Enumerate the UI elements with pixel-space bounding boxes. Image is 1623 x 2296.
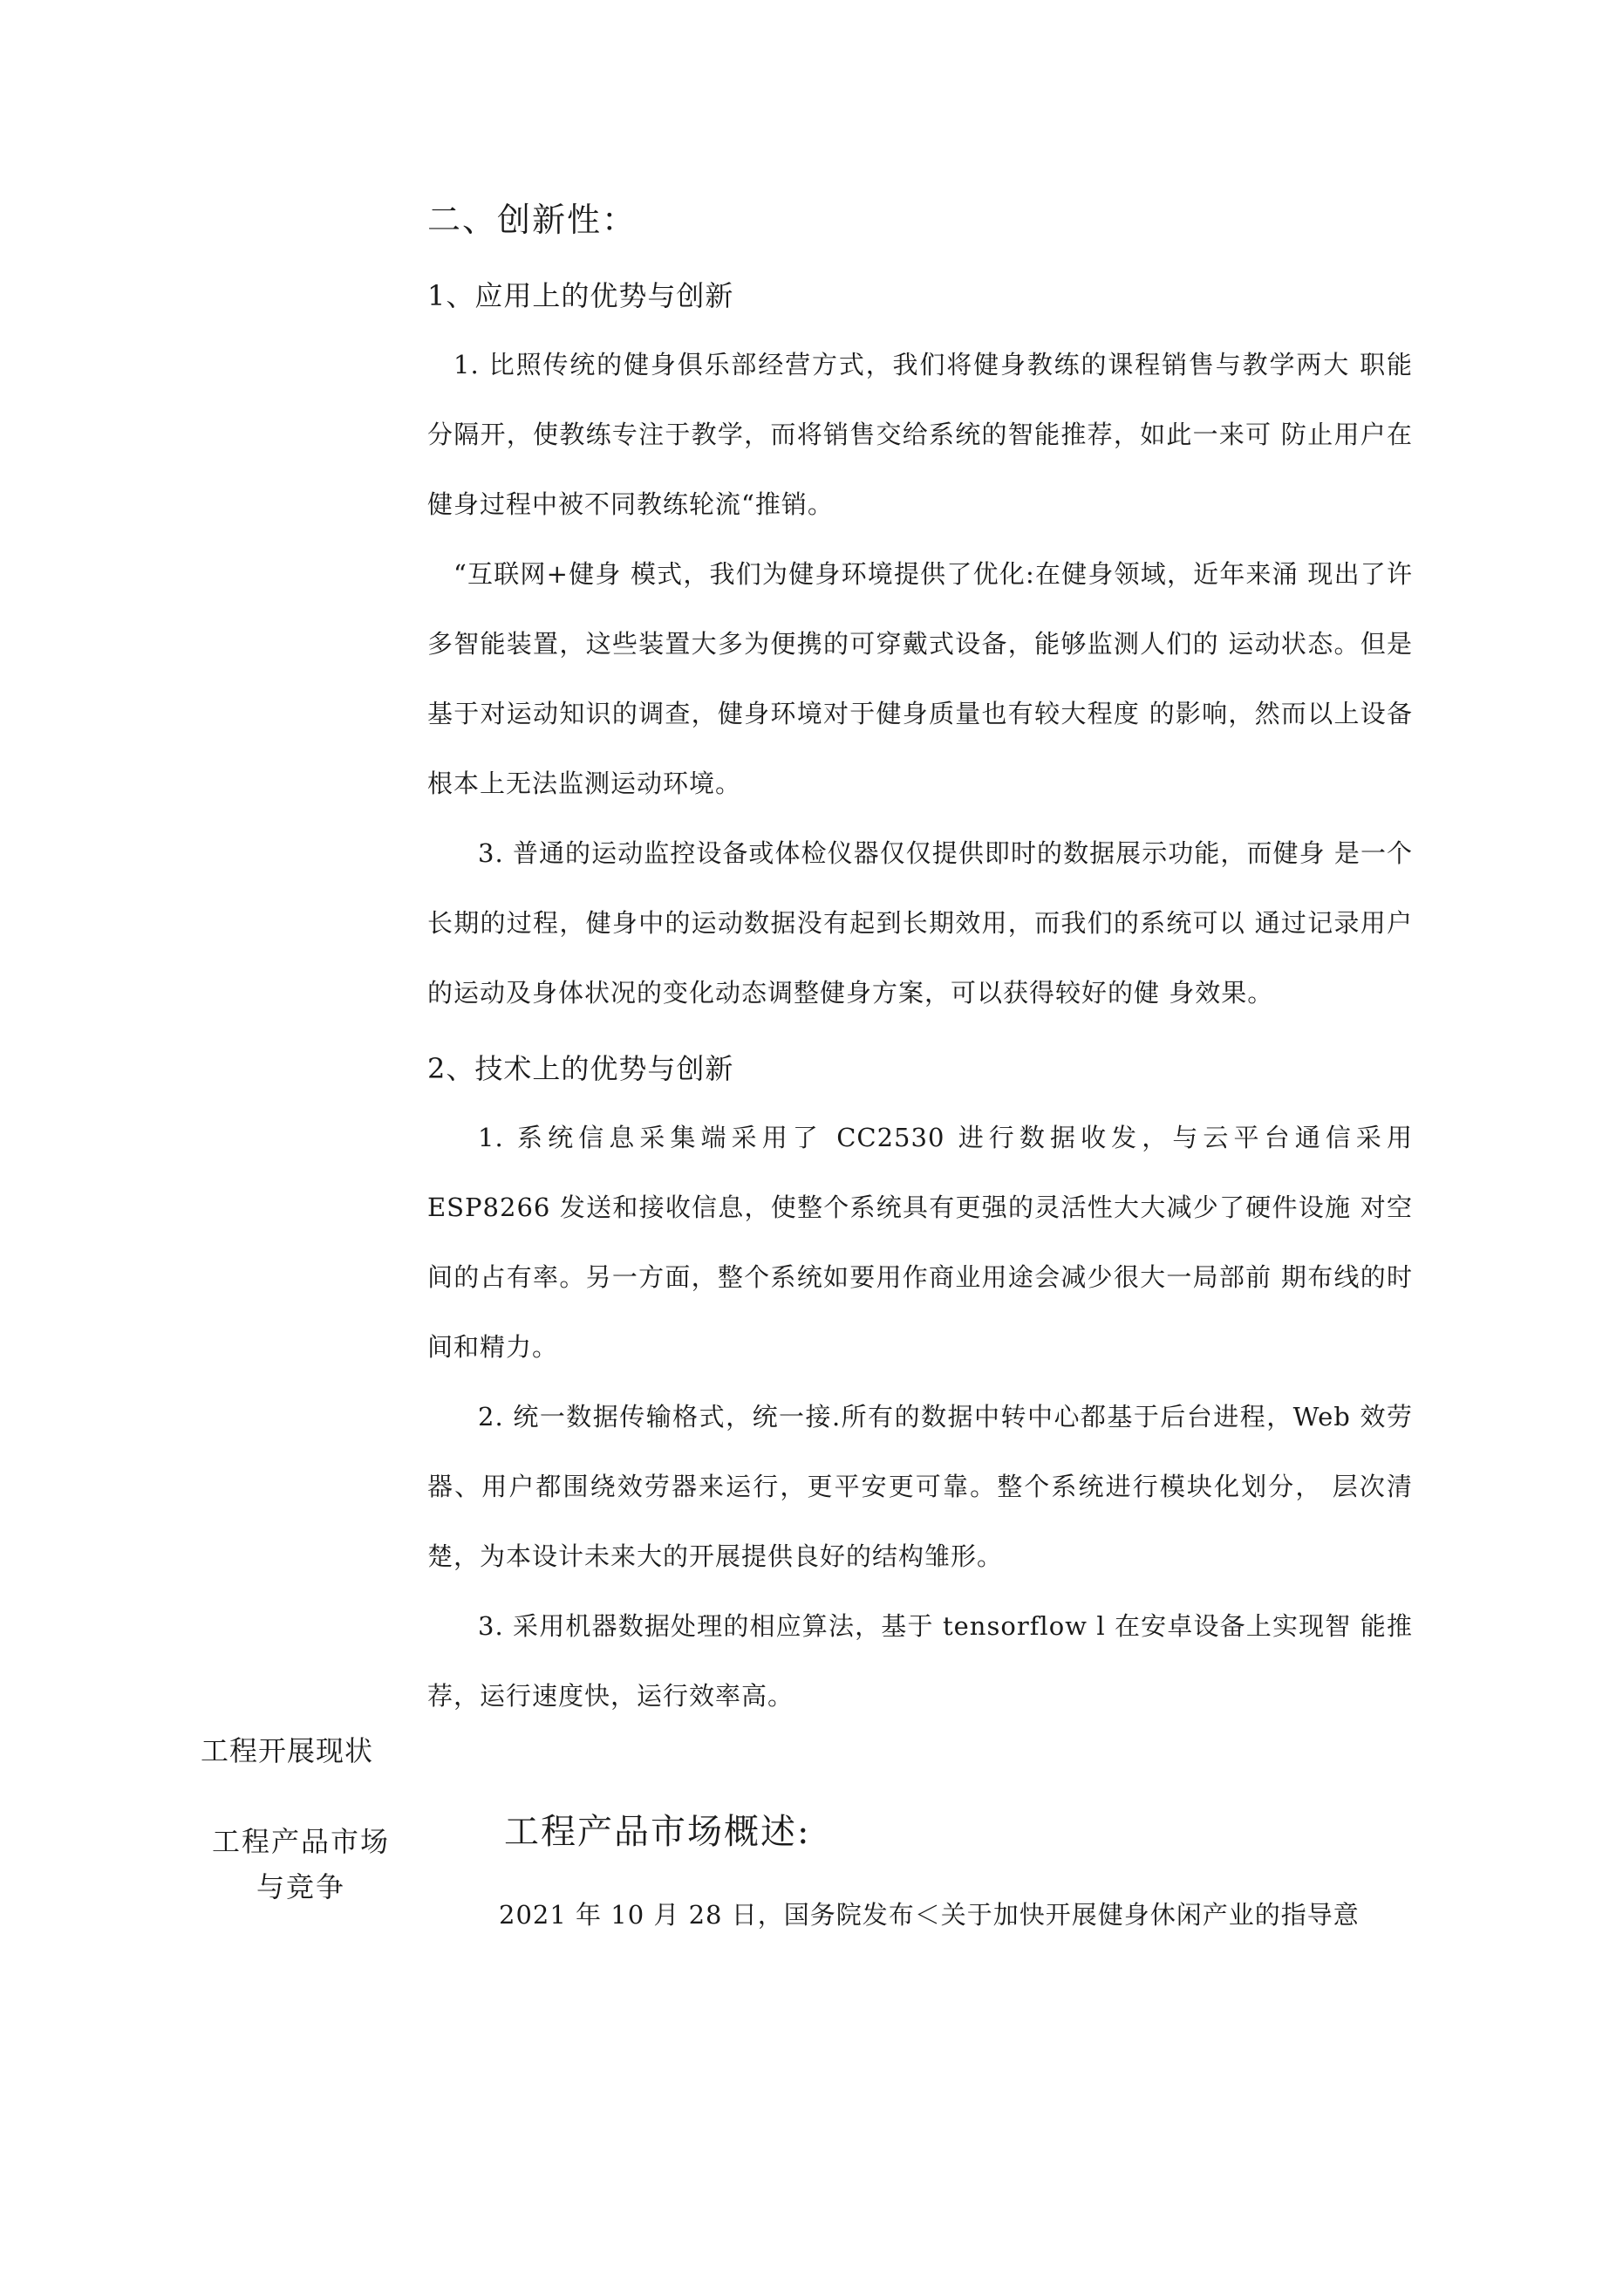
- subsection-title-technology: 2、技术上的优势与创新: [427, 1052, 734, 1085]
- paragraph-technology-3: 3. 采用机器数据处理的相应算法，基于 tensorflow l 在安卓设备上实现智 能推荐，运行速度快，运行效率高。: [427, 1611, 1413, 1711]
- market-overview-paragraph: 2021 年 10 月 28 日，国务院发布＜关于加快开展健身休闲产业的指导意: [499, 1900, 1360, 1930]
- side-label-project-status: 工程开展现状: [201, 1734, 374, 1767]
- paragraph-application-2: “互联网+健身 模式，我们为健身环境提供了优化:在健身领域，近年来涌 现出了许多智能装置，这些装置大多为便携的可穿戴式设备，能够监测人们的 运动状态。但是基于对运动知识的调查，健身环境对于健身质量也有较大程度 的影响，然而以上设备根本上无法监测运动环境。: [427, 559, 1413, 798]
- section-title-innovation: 二、创新性：: [427, 201, 638, 239]
- market-overview-title: 工程产品市场概述:: [504, 1812, 811, 1852]
- paragraph-technology-1: 1. 系统信息采集端采用了 CC2530 进行数据收发，与云平台通信采用 ESP8266 发送和接收信息，使整个系统具有更强的灵活性大大减少了硬件设施 对空间的占有率。另一方面，整个系统如要用作商业用途会减少很大一局部前 期布线的时间和精力。: [427, 1123, 1413, 1362]
- paragraph-application-1: 1. 比照传统的健身俱乐部经营方式，我们将健身教练的课程销售与教学两大 职能分隔开，使教练专注于教学，而将销售交给系统的智能推荐，如此一来可 防止用户在健身过程中被不同教练轮流“推销。: [427, 350, 1413, 519]
- innovation-section: [427, 174, 1413, 1731]
- paragraph-technology-2: 2. 统一数据传输格式，统一接.所有的数据中转中心都基于后台进程，Web 效劳器、用户都围绕效劳器来运行，更平安更可靠。整个系统进行模块化划分， 层次清楚，为本设计未来大的开展提供良好的结构雏形。: [427, 1402, 1413, 1571]
- subsection-title-application: 1、应用上的优势与创新: [427, 279, 734, 312]
- side-label-market-competition: 工程产品市场与竞争: [211, 1825, 390, 1903]
- paragraph-application-3: 3. 普通的运动监控设备或体检仪器仅仅提供即时的数据展示功能，而健身 是一个长期的过程，健身中的运动数据没有起到长期效用，而我们的系统可以 通过记录用户的运动及身体状况的变化动态调整健身方案，可以获得较好的健 身效果。: [427, 838, 1413, 1008]
